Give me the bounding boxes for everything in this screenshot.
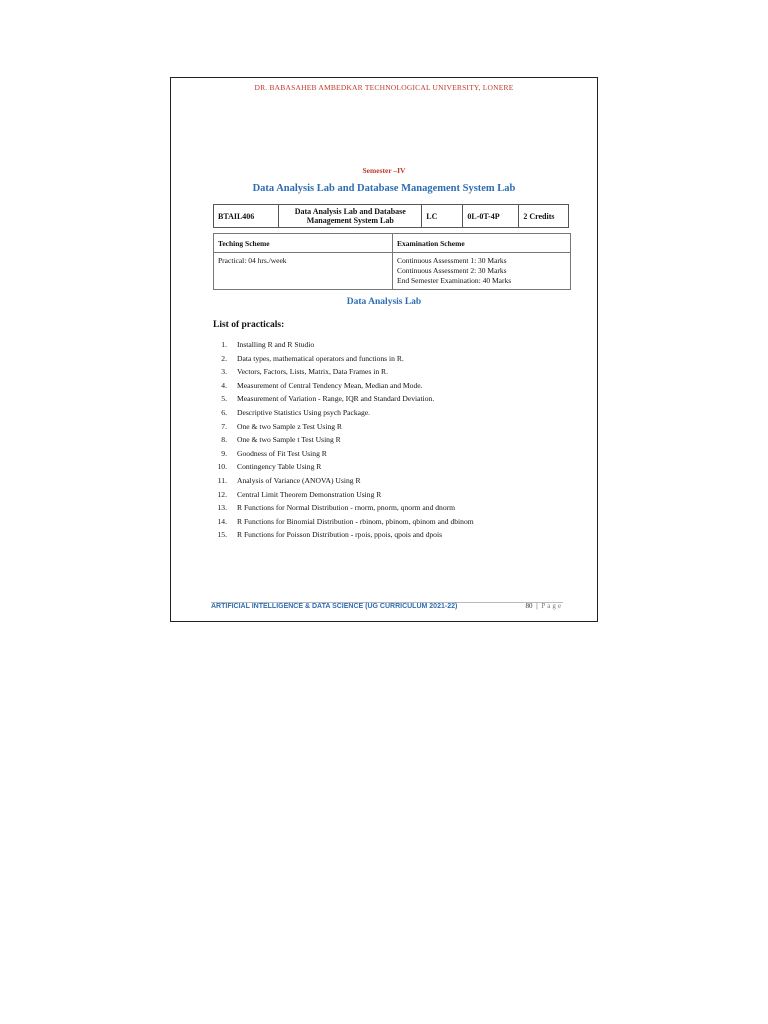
list-item — [213, 338, 474, 352]
list-item — [213, 447, 474, 461]
list-item-text: R Functions for Poisson Distribution - rpois, ppois, qpois and dpois — [237, 530, 443, 540]
list-item-number: 1. — [221, 340, 227, 349]
list-item-text: One & two Sample z Test Using R — [237, 421, 342, 431]
list-item-number: 12. — [217, 489, 227, 499]
list-item-number: 6. — [221, 407, 227, 417]
list-item-text: R Functions for Normal Distribution - rnorm, pnorm, qnorm and dnorm — [237, 503, 456, 513]
list-item-number: 7. — [221, 421, 227, 431]
lab-title: Data Analysis Lab and Database Management System Lab — [252, 183, 516, 194]
list-item-text: Data types, mathematical operators and functions in R. — [237, 353, 404, 363]
list-item — [213, 528, 474, 542]
page-footer — [211, 602, 563, 610]
course-category: LC — [422, 205, 463, 228]
scheme-value-row — [214, 253, 571, 290]
list-item-number: 3. — [221, 367, 227, 377]
list-item — [213, 406, 474, 420]
list-item-number: 9. — [221, 448, 227, 458]
list-heading: List of practicals: — [213, 320, 285, 330]
scheme-table — [213, 233, 571, 290]
list-item-number: 8. — [221, 435, 227, 445]
exam-value-ca1: Continuous Assessment 1: 30 Marks — [397, 256, 507, 265]
list-item-text: Central Limit Theorem Demonstration Using R — [237, 489, 382, 499]
course-table — [213, 204, 569, 228]
course-code: BTAIL406 — [214, 205, 279, 228]
list-item — [213, 474, 474, 488]
exam-scheme-heading: Examination Scheme — [393, 234, 571, 253]
footer-page-number — [525, 602, 563, 610]
list-item-number: 2. — [221, 353, 227, 363]
list-item-text: Contingency Table Using R — [237, 462, 322, 472]
list-item — [213, 352, 474, 366]
list-item-number: 10. — [217, 462, 227, 472]
practicals-list — [213, 338, 474, 542]
teaching-scheme-heading: Teching Scheme — [214, 234, 393, 253]
page-separator: | — [536, 602, 538, 610]
teaching-scheme-value: Practical: 04 hrs./week — [214, 253, 393, 290]
list-item-text: Analysis of Variance (ANOVA) Using R — [237, 475, 361, 485]
list-item-text: Descriptive Statistics Using psych Package. — [237, 407, 371, 417]
list-item — [213, 379, 474, 393]
page-label: Page — [541, 602, 563, 610]
list-item — [213, 460, 474, 474]
list-item-text: Vectors, Factors, Lists, Matrix, Data Frames in R. — [237, 367, 389, 377]
list-item — [213, 433, 474, 447]
list-item-text: Measurement of Variation - Range, IQR and Standard Deviation. — [237, 394, 435, 404]
page-number: 80 — [525, 602, 533, 610]
list-item-number: 4. — [221, 380, 227, 390]
semester-label: Semester –IV — [362, 166, 406, 175]
list-item — [213, 515, 474, 529]
list-item — [213, 420, 474, 434]
section-title: Data Analysis Lab — [346, 297, 422, 307]
footer-curriculum: ARTIFICIAL INTELLIGENCE & DATA SCIENCE (UG CURRICULUM 2021-22) — [211, 603, 458, 610]
list-item — [213, 365, 474, 379]
university-header: DR. BABASAHEB AMBEDKAR TECHNOLOGICAL UNIVERSITY, LONERE — [254, 83, 514, 92]
document-page — [170, 77, 598, 622]
course-title: Data Analysis Lab and Database Management System Lab — [279, 205, 422, 228]
list-item — [213, 392, 474, 406]
course-row — [214, 205, 569, 228]
list-item-number: 14. — [217, 516, 227, 526]
list-item-number: 15. — [217, 530, 227, 540]
list-item-text: Goodness of Fit Test Using R — [237, 448, 327, 458]
list-item-text: One & two Sample t Test Using R — [237, 435, 341, 445]
list-item-text: Installing R and R Studio — [237, 340, 315, 349]
list-item-number: 5. — [221, 394, 227, 404]
exam-value-ca2: Continuous Assessment 2: 30 Marks — [397, 266, 507, 275]
list-item-text: R Functions for Binomial Distribution - rbinom, pbinom, qbinom and dbinom — [237, 516, 474, 526]
list-item-text: Measurement of Central Tendency Mean, Median and Mode. — [237, 380, 423, 390]
course-credits: 2 Credits — [519, 205, 569, 228]
course-ltp: 0L-0T-4P — [463, 205, 519, 228]
list-item — [213, 488, 474, 502]
list-item-number: 13. — [217, 503, 227, 513]
exam-scheme-values — [393, 253, 571, 290]
exam-value-ese: End Semester Examination: 40 Marks — [397, 276, 512, 285]
list-item-number: 11. — [217, 475, 227, 485]
list-item — [213, 501, 474, 515]
scheme-header-row — [214, 234, 571, 253]
